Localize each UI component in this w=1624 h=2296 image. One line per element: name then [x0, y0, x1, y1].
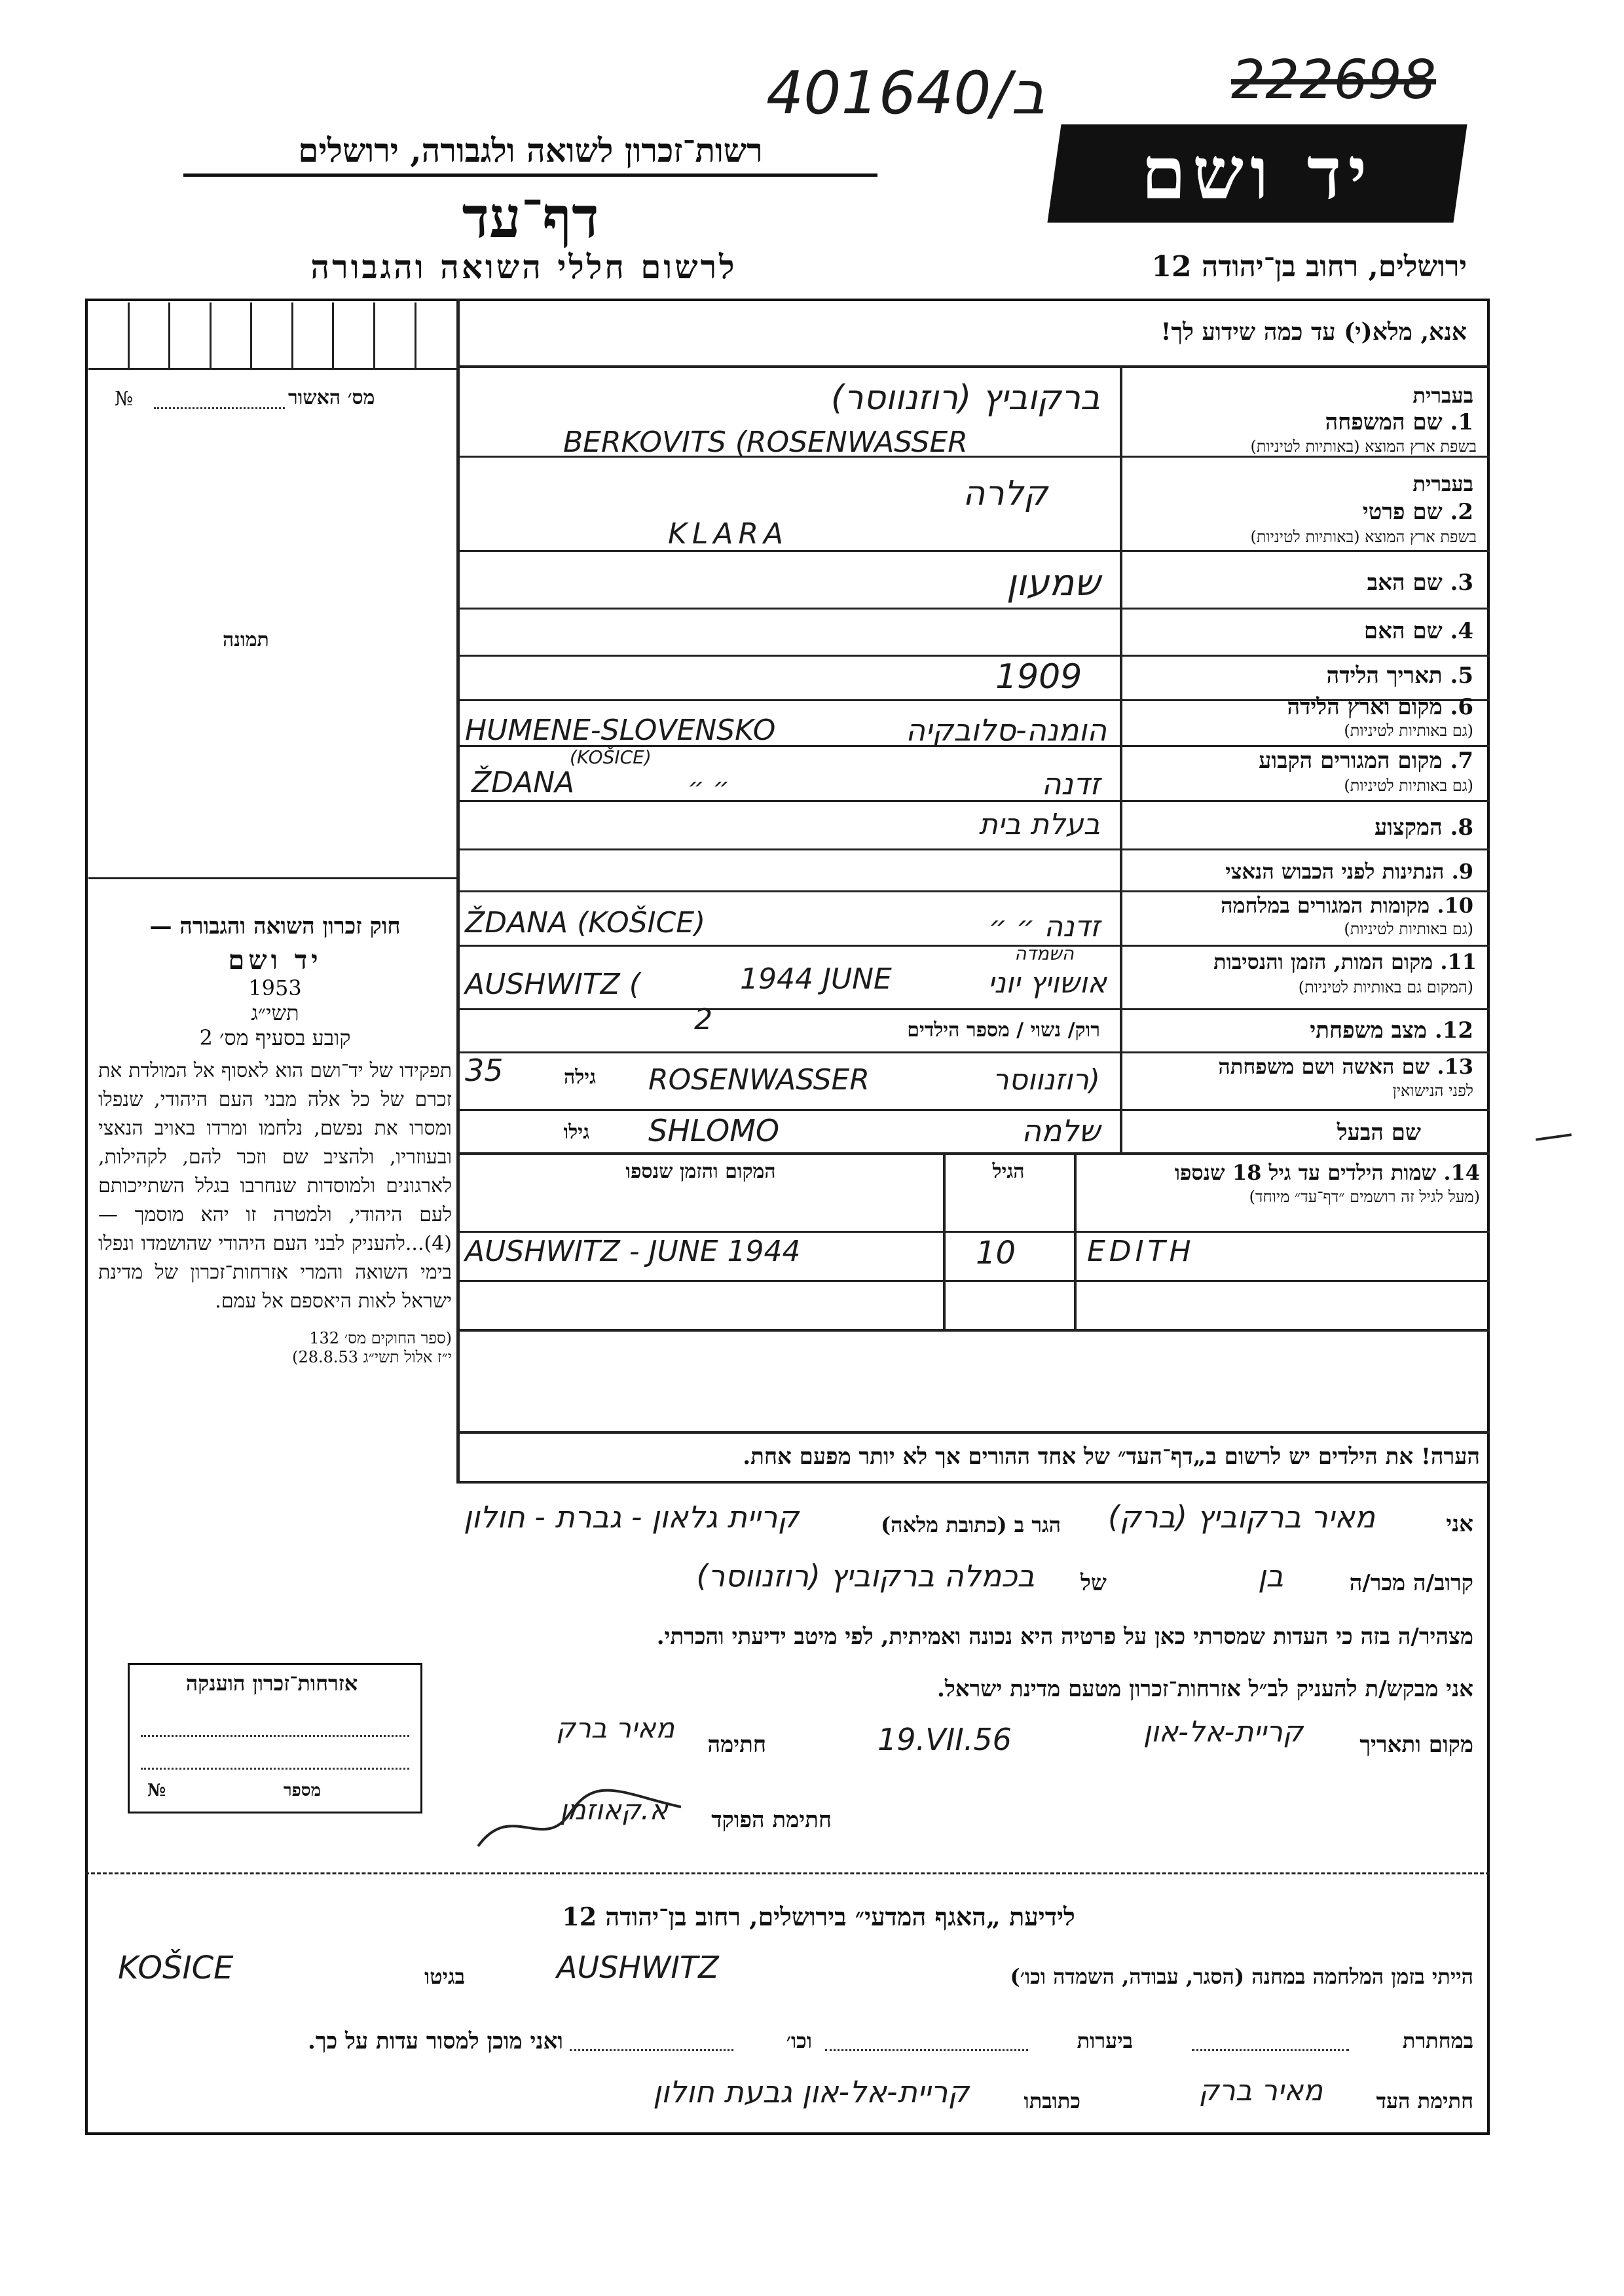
decl-place-date-label: מקום ותאריך: [1359, 1732, 1473, 1758]
f4-label: 4. שם האם: [1363, 618, 1473, 644]
decl-of-label: של: [1080, 1570, 1107, 1596]
decl-residing-label: הגר ב (כתובת מלאה): [881, 1512, 1061, 1537]
bottom-ready: ואני מוכן למסור עדות על כך.: [308, 2028, 563, 2054]
child-name: EDITH: [1087, 1235, 1195, 1268]
law-year: 1953: [248, 975, 302, 1000]
approval-label: מס׳ האשור: [288, 386, 375, 409]
law-panel: [98, 913, 452, 1367]
bottom-witness-sig-label: חתימת העד: [1376, 2088, 1473, 2113]
decl-statement-1: מצהיר/ה בזה כי העדות שמסרתי כאן על פרטיה היא נכונה ואמיתית, לפי מיטב ידיעתי והכרתי.: [656, 1624, 1473, 1650]
decl-date-value: 19.VII.56: [877, 1722, 1012, 1757]
f12-label: 12. מצב משפחתי: [1310, 1017, 1473, 1044]
f11-latin-value: AUSHWITZ (: [465, 968, 640, 1001]
col-place-header: המקום והזמן שנספו: [625, 1160, 776, 1183]
decl-signer-name: מאיר ברקוביץ (ברק): [1107, 1499, 1375, 1535]
law-ref2: י״ז אלול תשי״ג 28.8.53): [292, 1348, 452, 1366]
f7-note: (KOŠICE): [570, 746, 652, 768]
bottom-title: לידיעת „האגף המדעי״ בירושלים, רחוב בן־יהודה 12: [562, 1902, 1075, 1931]
decl-relative-label: קרוב/ה מכר/ה: [1349, 1570, 1473, 1596]
f14-label: 14. שמות הילדים עד גיל 18 שנספו: [1174, 1160, 1480, 1185]
husband-label: שם הבעל: [1337, 1120, 1421, 1146]
f1-latin-value: BERKOVITS (ROSENWASSER: [563, 426, 968, 459]
f7-sub: (גם באותיות לטיניות): [1344, 776, 1473, 795]
officer-signature-scribble: [471, 1787, 688, 1859]
decl-officer-value: א.קאוזמן: [559, 1794, 668, 1826]
f1-sub: בשפת ארץ המוצא (באותיות לטיניות): [1250, 437, 1477, 456]
f2-sub: בשפת ארץ המוצא (באותיות לטיניות): [1250, 528, 1477, 546]
bottom-ghetto-value: KOŠICE: [118, 1950, 234, 1986]
law-ref: (ספר החוקים מס׳ 132: [309, 1329, 452, 1347]
f13-sub: לפני הנישואין: [1392, 1082, 1473, 1100]
husband-heb-value: שלמה: [1021, 1113, 1100, 1148]
f13-label: 13. שם האשה ושם משפחתה: [1218, 1054, 1473, 1079]
f10-label: 10. מקומות המגורים במלחמה: [1221, 893, 1473, 918]
address: ירושלים, רחוב בן־יהודה 12: [1151, 250, 1467, 283]
doc-subtitle: לרשום חללי השואה והגבורה: [310, 247, 737, 286]
child-place: AUSHWITZ - JUNE 1944: [465, 1235, 801, 1268]
margin-mark: [1536, 1133, 1572, 1141]
f13-age-value: 35: [465, 1053, 504, 1088]
bottom-address-value: קריית-אל-און גבעת חולון: [653, 2074, 969, 2109]
decl-signature-value: מאיר ברק: [556, 1712, 674, 1744]
f11-date: 1944 JUNE: [740, 962, 892, 996]
f2-lang: בעברית: [1412, 471, 1473, 496]
f6-label: 6. מקום וארץ הלידה: [1287, 694, 1473, 720]
f10-heb-value: זדנה ״ ״: [988, 910, 1100, 943]
f7-ditto: ״ ״: [688, 773, 730, 803]
f8-value: בעלת בית: [978, 808, 1100, 841]
f1-heb-value: ברקוביץ (רוזנווסר): [830, 378, 1100, 418]
f6-heb-value: הומנה-סלובקיה: [906, 712, 1107, 748]
children-row-1: [458, 1235, 1490, 1279]
photo-label: תמונה: [223, 629, 269, 651]
bottom-forests: ביערות: [1077, 2028, 1133, 2053]
f14-sub: (מעל לגיל זה רושמים ״דף־עד״ מיוחד): [1249, 1188, 1480, 1206]
f9-label: 9. הנתינות לפני הכבוש הנאצי: [1225, 859, 1473, 884]
f11-heb-value: אושויץ יוני: [987, 966, 1107, 1000]
f2-label: 2. שם פרטי: [1362, 499, 1473, 525]
citizenship-number-no: №: [147, 1781, 166, 1800]
f7-latin-value: ŽDANA: [471, 766, 575, 799]
f12-options: רוק/ נשוי / מספר הילדים: [907, 1019, 1100, 1042]
f3-value: שמעון: [1006, 562, 1100, 604]
f2-latin-value: KLARA: [668, 517, 789, 551]
citizenship-number-label: מספר: [283, 1781, 321, 1800]
approval-no: №: [115, 388, 134, 410]
bottom-hiding: במחתרת: [1402, 2028, 1473, 2053]
decl-place-value: קריית-אל-און: [1143, 1715, 1303, 1749]
law-clause: קובע בסעיף מס׳ 2: [199, 1025, 351, 1050]
law-title: חוק זכרון השואה והגבורה —: [149, 913, 401, 939]
decl-of-value: בכמלה ברקוביץ (רוזנווסר): [696, 1558, 1035, 1594]
handwritten-reference: 401640/ב: [766, 59, 1045, 128]
f10-sub: (גם באותיות לטיניות): [1344, 920, 1473, 938]
decl-officer-label: חתימת הפוקד: [711, 1807, 832, 1833]
archive-boxes: [88, 302, 455, 368]
f13-heb-value: (רוזנווסר: [992, 1063, 1100, 1097]
law-text: תפקידו של יד־ושם הוא לאסוף אל המולדת את זכרם של כל אלה מבני העם היהודי, שנפלו ומסרו את נפשם, נלחמו ומרדו באויב הנאצי ובעוזריו, ולהציב שם וזכר להם, לקהילות, לארגונים ולמוסדות שנחרבו בגלל השתייכותם לעם היהודי, ולמטרה זו יהא מוסמך — (4)...להעניק לבני העם היהודי שהושמדו ונפלו בימי השואה והמרי אזרחות־זכרון של מדינת ישראל לאות היאספם אל עמם.: [98, 1059, 452, 1313]
husband-latin-value: SHLOMO: [648, 1113, 780, 1148]
f1-lang: בעברית: [1412, 383, 1473, 408]
f11-label: 11. מקום המות, הזמן והנסיבות: [1213, 949, 1477, 974]
f3-label: 3. שם האב: [1367, 570, 1473, 596]
decl-address-value: קריית גלאון - גברת - חולון: [463, 1499, 799, 1535]
org-title: רשות־זכרון לשואה ולגבורה, ירושלים: [183, 131, 877, 177]
bottom-witness-sig-value: מאיר ברק: [1198, 2074, 1323, 2107]
f5-value: 1909: [995, 657, 1082, 697]
bottom-camp-label: הייתי בזמן המלחמה במחנה (הסגר, עבודה, השמדה וכו׳): [1010, 1964, 1473, 1989]
f11-note: השמדה: [1014, 943, 1074, 964]
bottom-camp-value: AUSHWITZ: [557, 1950, 719, 1985]
instructions: אנא, מלא(י) עד כמה שידוע לך!: [1160, 318, 1467, 346]
bottom-etc: וכו׳: [786, 2028, 812, 2053]
f7-label: 7. מקום המגורים הקבוע: [1259, 748, 1473, 774]
f7-heb-value: זדנה: [1041, 766, 1100, 801]
col-age-header: הגיל: [992, 1160, 1025, 1183]
f2-heb-value: קלרה: [963, 474, 1048, 513]
f8-label: 8. המקצוע: [1374, 814, 1473, 841]
law-year-heb: תשי״ג: [251, 1000, 299, 1025]
citizenship-title: אזרחות־זכרון הוענקה: [185, 1671, 358, 1696]
decl-statement-2: אני מבקש/ת להעניק לב״ל אזרחות־זכרון מטעם מדינת ישראל.: [937, 1676, 1473, 1702]
f13-latin-value: ROSENWASSER: [648, 1063, 870, 1097]
doc-title: דף־עד: [462, 185, 599, 251]
f6-sub: (גם באותיות לטיניות): [1344, 721, 1473, 740]
f11-sub: (המקום גם באותיות לטיניות): [1298, 978, 1473, 996]
decl-signature-label: חתימה: [707, 1732, 766, 1758]
f1-label: 1. שם המשפחה: [1325, 409, 1473, 435]
husband-age-label: גילו: [563, 1121, 589, 1144]
law-logo: יד ושם: [228, 945, 322, 975]
decl-relation-value: בן: [1257, 1558, 1283, 1594]
logo-text: יד ושם: [1141, 131, 1374, 215]
bottom-ghetto-label: בגיטו: [424, 1964, 465, 1989]
f6-latin-value: HUMENE-SLOVENSKO: [465, 714, 776, 747]
child-age: 10: [976, 1235, 1016, 1271]
decl-ani: אני: [1446, 1511, 1473, 1537]
f12-children-count: 2: [694, 1003, 712, 1036]
f13-age-label: גילה: [563, 1066, 596, 1089]
f10-latin-value: ŽDANA (KOŠICE): [465, 906, 706, 939]
handwritten-number: 222698: [1231, 49, 1437, 111]
f5-label: 5. תאריך הלידה: [1326, 663, 1473, 689]
note: הערה! את הילדים יש לרשום ב„דף־העד״ של אחד ההורים אך לא יותר מפעם אחת.: [743, 1444, 1480, 1470]
bottom-address-label: כתובתו: [1024, 2088, 1080, 2113]
